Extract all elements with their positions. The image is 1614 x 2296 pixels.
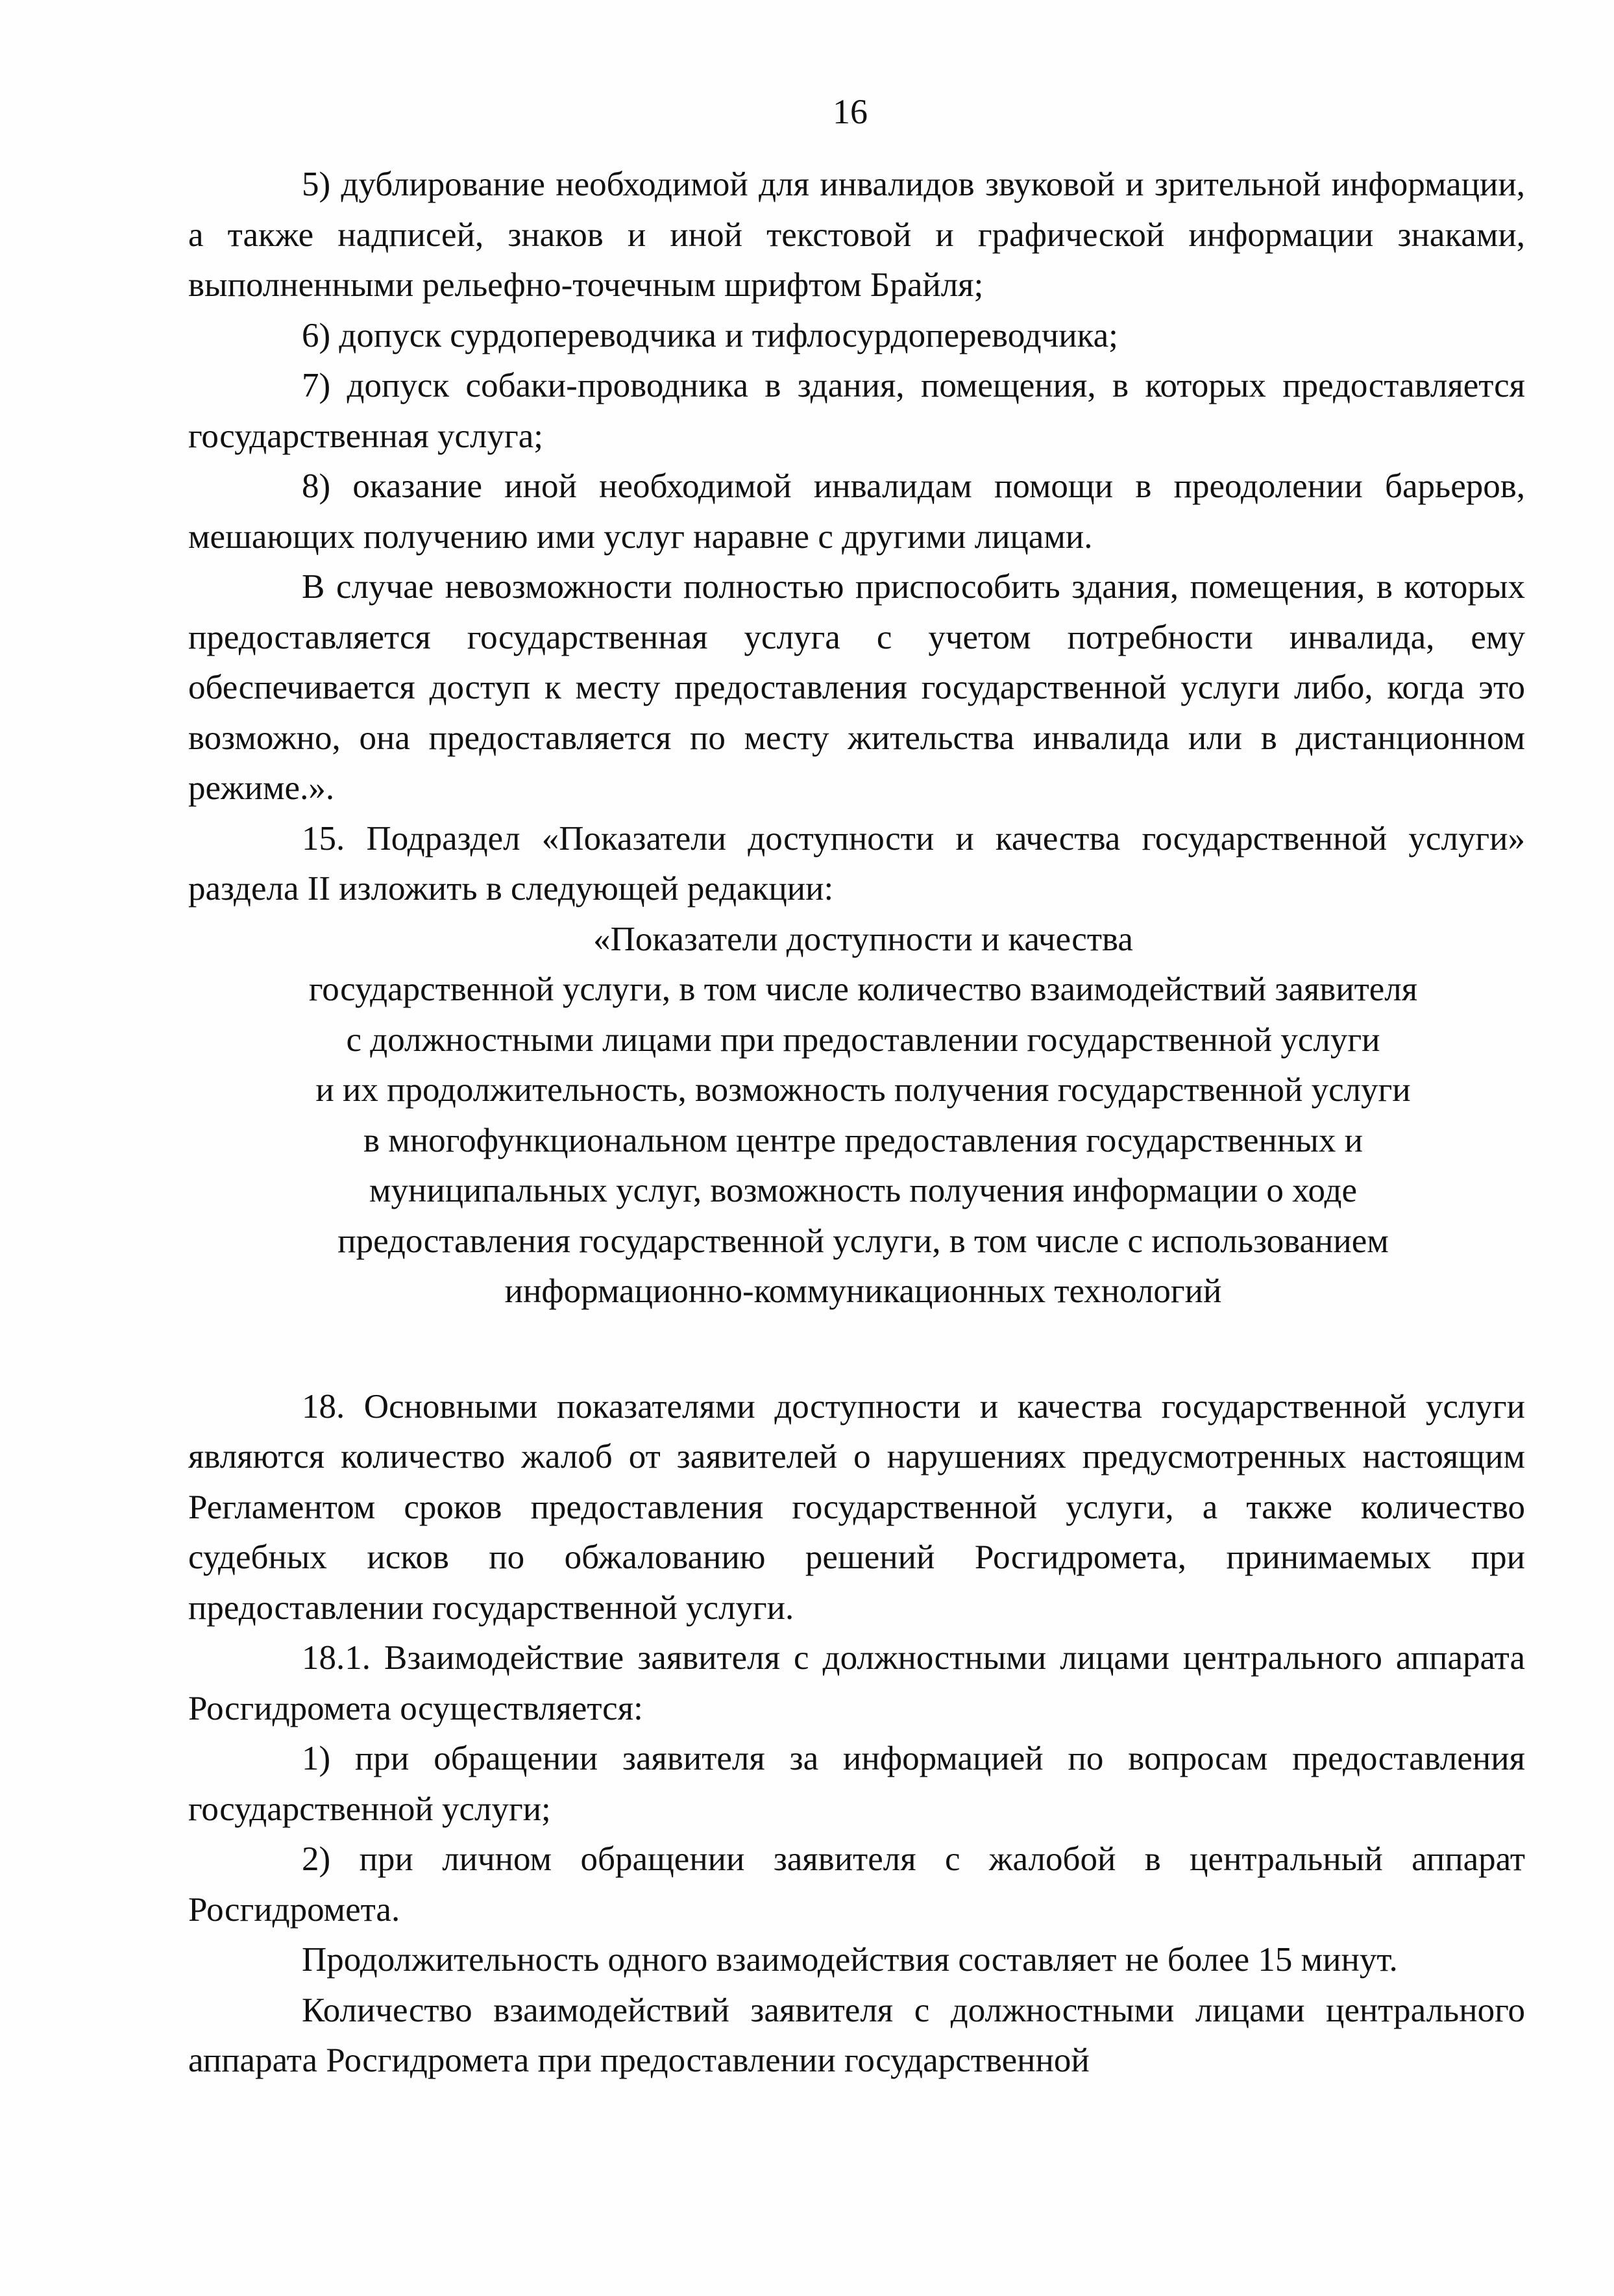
paragraph-item-6: 6) допуск сурдопереводчика и тифлосурдопереводчика; xyxy=(302,316,1118,354)
paragraph-subitem-2: 2) при личном обращении заявителя с жалобой в центральный аппарат Росгидромета. xyxy=(188,1840,1525,1929)
paragraph-impossibility-case: В случае невозможности полностью приспособить здания, помещения, в которых предоставляется государственная услуга с учетом потребности инвалида, ему обеспечивается доступ к месту предоставления государственной услуги либо, когда это возможно, она предоставляется по месту жительства инвалида или в дистанционном режиме.». xyxy=(188,568,1525,807)
heading-line: и их продолжительность, возможность получения государственной услуги xyxy=(315,1071,1411,1109)
section-gap xyxy=(188,1317,1525,1382)
paragraph-item-5: 5) дублирование необходимой для инвалидов звуковой и зрительной информации, а также надписей, знаков и иной текстовой и графической информации знаками, выполненными рельефно-точечным шрифтом Брайля; xyxy=(188,166,1525,304)
page-number: 16 xyxy=(833,92,868,131)
paragraph-item-7: 7) допуск собаки-проводника в здания, помещения, в которых предоставляется государственная услуга; xyxy=(188,367,1525,455)
document-body xyxy=(188,160,1525,2086)
heading-line: муниципальных услуг, возможность получения информации о ходе xyxy=(369,1172,1358,1209)
paragraph-item-18-1: 18.1. Взаимодействие заявителя с должностными лицами центрального аппарата Росгидромета осуществляется: xyxy=(188,1639,1525,1727)
paragraph-amendment-15: 15. Подраздел «Показатели доступности и качества государственной услуги» раздела II изложить в следующей редакции: xyxy=(188,819,1525,907)
paragraph-item-18: 18. Основными показателями доступности и качества государственной услуги являются количество жалоб от заявителей о нарушениях предусмотренных настоящим Регламентом сроков предоставления государственной услуги, а также количество судебных исков по обжалованию решений Росгидромета, принимаемых при предоставлении государственной услуги. xyxy=(188,1387,1525,1627)
heading-line: с должностными лицами при предоставлении государственной услуги xyxy=(346,1020,1380,1059)
paragraph-duration: Продолжительность одного взаимодействия составляет не более 15 минут. xyxy=(302,1941,1398,1979)
paragraph-interaction-count: Количество взаимодействий заявителя с должностными лицами центрального аппарата Росгидромета при предоставлении государственной xyxy=(188,1991,1525,2079)
heading-line: предоставления государственной услуги, в том числе с использованием xyxy=(337,1222,1389,1260)
paragraph-subitem-1: 1) при обращении заявителя за информацией по вопросам предоставления государственной услуги; xyxy=(188,1740,1525,1828)
heading-line: информационно-коммуникационных технологий xyxy=(504,1272,1222,1310)
heading-line: государственной услуги, в том числе количество взаимодействий заявителя xyxy=(308,970,1418,1008)
heading-line: в многофункциональном центре предоставления государственных и xyxy=(363,1121,1363,1159)
section-heading xyxy=(188,915,1525,1317)
paragraph-item-8: 8) оказание иной необходимой инвалидам помощи в преодолении барьеров, мешающих получению ими услуг наравне с другими лицами. xyxy=(188,467,1525,556)
heading-line: «Показатели доступности и качества xyxy=(593,920,1133,958)
